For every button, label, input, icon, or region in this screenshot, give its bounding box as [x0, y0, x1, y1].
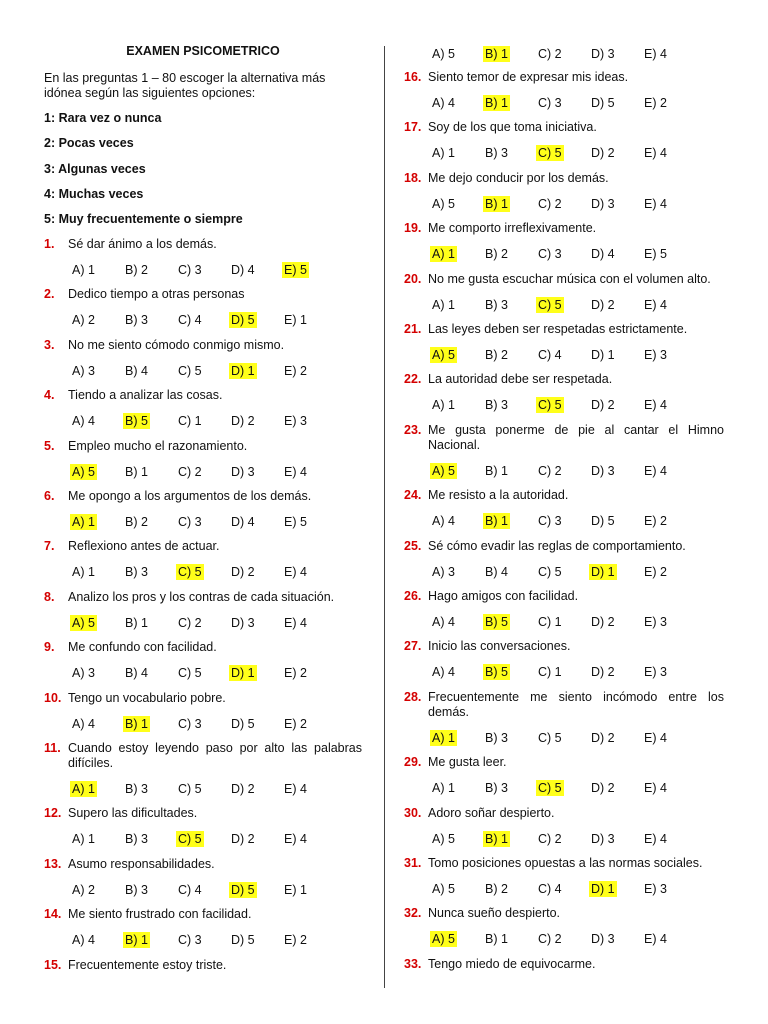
answer-option-d[interactable]: D) 5 [591, 514, 615, 529]
answer-option-c[interactable]: C) 5 [538, 730, 562, 745]
question-text: Empleo mucho el razonamiento. [68, 438, 248, 453]
answer-option-a[interactable]: A) 5 [432, 196, 455, 211]
answer-option-e[interactable]: E) 3 [284, 414, 307, 429]
question-item [404, 856, 724, 871]
answer-option-b-selected[interactable]: B) 1 [485, 196, 508, 211]
answer-option-b-selected[interactable]: B) 5 [485, 615, 508, 629]
answer-option-a-selected[interactable]: A) 1 [432, 247, 455, 262]
answer-option-c[interactable]: C) 3 [178, 716, 202, 731]
answer-option-c-selected[interactable]: C) 5 [538, 781, 562, 796]
answer-option-b-selected[interactable]: B) 1 [485, 96, 508, 110]
answer-option-c[interactable]: C) 2 [178, 615, 202, 630]
answer-option-a[interactable]: A) 4 [432, 514, 455, 529]
answer-option-c[interactable]: C) 1 [538, 665, 562, 680]
question-text: Me dejo conducir por los demás. [428, 170, 609, 185]
question-text: Frecuentemente estoy triste. [68, 957, 227, 972]
answer-option-c-selected[interactable]: C) 5 [538, 297, 562, 312]
answer-option-e[interactable]: E) 1 [284, 882, 307, 897]
question-item [404, 120, 724, 135]
answer-option-c[interactable]: C) 3 [538, 96, 562, 110]
question-text: Reflexiono antes de actuar. [68, 539, 220, 554]
question-number: 13. [44, 856, 62, 871]
question-item [44, 691, 362, 706]
question-text: La autoridad debe ser respetada. [428, 372, 613, 387]
question-item [44, 806, 362, 821]
answer-option-a[interactable]: A) 2 [72, 313, 95, 328]
question-number: 17. [404, 120, 422, 135]
answer-option-e[interactable]: E) 4 [644, 146, 667, 161]
question-number: 18. [404, 170, 422, 185]
answer-option-b-selected[interactable]: B) 5 [485, 665, 508, 680]
answer-option-d[interactable]: D) 5 [591, 96, 615, 110]
answer-option-a[interactable]: A) 4 [72, 716, 95, 731]
question-item [44, 590, 362, 605]
question-number: 21. [404, 322, 422, 336]
answer-option-b[interactable]: B) 2 [485, 882, 508, 896]
answer-option-e[interactable]: E) 2 [284, 933, 307, 948]
answer-option-e[interactable]: E) 2 [644, 564, 667, 579]
answer-option-d[interactable]: D) 3 [231, 615, 255, 630]
answer-option-d[interactable]: D) 3 [591, 196, 615, 211]
answer-option-e[interactable]: E) 3 [644, 615, 667, 629]
question-item [404, 221, 724, 236]
answer-option-c[interactable]: C) 3 [538, 247, 562, 262]
answer-option-b[interactable]: B) 4 [125, 666, 148, 681]
question-number: 32. [404, 906, 422, 921]
answer-option-c[interactable]: C) 2 [538, 463, 562, 478]
answer-option-c[interactable]: C) 3 [538, 514, 562, 529]
question-item [44, 237, 362, 252]
question-item [404, 488, 724, 503]
answer-option-a-selected[interactable]: A) 1 [72, 782, 95, 796]
answer-option-a[interactable]: A) 4 [72, 933, 95, 948]
question-item [404, 423, 724, 453]
answer-option-c-selected[interactable]: C) 5 [178, 832, 202, 847]
question-number: 27. [404, 639, 422, 654]
answer-option-e[interactable]: E) 4 [284, 782, 307, 796]
answer-option-c[interactable]: C) 5 [178, 782, 202, 796]
question-number: 23. [404, 422, 422, 437]
question-text: No me siento cómodo conmigo mismo. [68, 337, 285, 352]
question-item [404, 70, 724, 85]
answer-option-a-selected[interactable]: A) 5 [432, 463, 455, 478]
question-item [44, 958, 362, 973]
question-text: Tiendo a analizar las cosas. [68, 388, 223, 403]
question-item [404, 690, 724, 720]
question-item [404, 639, 724, 654]
answer-option-b[interactable]: B) 2 [125, 515, 148, 529]
answer-option-c[interactable]: C) 3 [178, 263, 202, 277]
column-divider [384, 46, 385, 988]
question-item [44, 338, 362, 353]
answer-option-c[interactable]: C) 2 [538, 831, 562, 846]
answer-option-e[interactable]: E) 3 [644, 665, 667, 680]
answer-option-d[interactable]: D) 3 [591, 47, 615, 61]
question-number: 22. [404, 372, 422, 387]
answer-option-d[interactable]: D) 2 [231, 782, 255, 796]
answer-option-d[interactable]: D) 3 [591, 831, 615, 846]
answer-option-b-selected[interactable]: B) 1 [125, 933, 148, 948]
question-number: 5. [44, 438, 55, 453]
question-text: Me confundo con facilidad. [68, 640, 217, 655]
question-number: 31. [404, 856, 422, 870]
answer-option-a[interactable]: A) 4 [432, 615, 455, 629]
answer-option-c[interactable]: C) 2 [538, 932, 562, 947]
answer-option-a[interactable]: A) 5 [432, 882, 455, 896]
answer-option-c[interactable]: C) 4 [538, 348, 562, 362]
question-number: 29. [404, 755, 422, 770]
answer-option-c[interactable]: C) 4 [178, 882, 202, 897]
question-text: Frecuentemente me siento incómodo entre los demás. [428, 689, 724, 719]
question-text: Supero las dificultades. [68, 806, 198, 821]
question-text: Me resisto a la autoridad. [428, 488, 569, 503]
answer-option-d[interactable]: D) 3 [591, 932, 615, 947]
question-number: 19. [404, 221, 422, 236]
answer-option-e[interactable]: E) 4 [644, 47, 667, 61]
answer-option-d[interactable]: D) 2 [591, 146, 615, 161]
question-number: 25. [404, 538, 422, 553]
instructions-text: En las preguntas 1 – 80 escoger la alternativa más idónea según las siguientes opciones: [44, 71, 326, 100]
scale-option-4: 4: Muchas veces [44, 187, 144, 201]
answer-option-a-selected[interactable]: A) 1 [72, 515, 95, 529]
answer-option-e[interactable]: E) 2 [284, 666, 307, 681]
question-item [44, 741, 362, 771]
question-item [44, 489, 362, 504]
question-number: 3. [44, 337, 55, 352]
question-text: Me gusta leer. [428, 755, 507, 770]
question-text: Asumo responsabilidades. [68, 856, 215, 871]
answer-option-d-selected[interactable]: D) 5 [231, 882, 255, 897]
question-number: 16. [404, 70, 422, 84]
answer-option-e[interactable]: E) 4 [284, 464, 307, 479]
question-item [404, 322, 724, 337]
answer-option-a[interactable]: A) 5 [432, 831, 455, 846]
answer-option-a[interactable]: A) 1 [72, 832, 95, 847]
answer-option-b[interactable]: B) 3 [485, 297, 508, 312]
question-item [404, 589, 724, 604]
answer-option-e[interactable]: E) 4 [644, 781, 667, 796]
question-text: Cuando estoy leyendo paso por alto las palabras difíciles. [68, 741, 362, 770]
answer-option-b[interactable]: B) 3 [485, 398, 508, 413]
answer-option-c[interactable]: C) 1 [538, 615, 562, 629]
answer-option-b[interactable]: B) 3 [125, 782, 148, 796]
question-text: Nunca sueño despierto. [428, 906, 561, 921]
answer-option-b-selected[interactable]: B) 1 [485, 831, 508, 846]
question-text: Analizo los pros y los contras de cada situación. [68, 589, 335, 604]
question-text: Tengo un vocabulario pobre. [68, 690, 226, 705]
question-text: Me siento frustrado con facilidad. [68, 907, 252, 922]
answer-option-e[interactable]: E) 5 [644, 247, 667, 262]
question-item [404, 272, 724, 287]
question-number: 12. [44, 806, 62, 821]
answer-option-b-selected[interactable]: B) 1 [125, 716, 148, 731]
answer-option-e[interactable]: E) 3 [644, 882, 667, 896]
question-text: Tomo posiciones opuestas a las normas sociales. [428, 856, 703, 870]
answer-option-c-selected[interactable]: C) 5 [178, 565, 202, 580]
question-text: Me comporto irreflexivamente. [428, 221, 597, 236]
question-number: 11. [44, 741, 61, 755]
answer-option-c[interactable]: C) 4 [538, 882, 562, 896]
answer-option-b[interactable]: B) 1 [125, 464, 148, 479]
answer-option-d-selected[interactable]: D) 1 [231, 666, 255, 681]
question-number: 6. [44, 489, 55, 503]
answer-option-a[interactable]: A) 4 [72, 414, 95, 429]
exam-title: EXAMEN PSICOMETRICO [126, 44, 280, 58]
answer-option-e[interactable]: E) 2 [284, 716, 307, 731]
question-item [404, 906, 724, 921]
question-item [44, 388, 362, 403]
question-item [44, 539, 362, 554]
scale-option-3: 3: Algunas veces [44, 162, 146, 176]
answer-option-c[interactable]: C) 5 [178, 666, 202, 681]
question-item [404, 957, 724, 972]
answer-option-a[interactable]: A) 1 [72, 565, 95, 580]
answer-option-c[interactable]: C) 4 [178, 313, 202, 328]
answer-option-d[interactable]: D) 1 [591, 348, 615, 362]
answer-option-e[interactable]: E) 4 [644, 463, 667, 478]
answer-option-a-selected[interactable]: A) 5 [72, 464, 95, 479]
question-number: 20. [404, 271, 422, 286]
answer-option-d[interactable]: D) 3 [591, 463, 615, 478]
answer-option-d[interactable]: D) 2 [591, 297, 615, 312]
question-item [44, 640, 362, 655]
answer-option-b-selected[interactable]: B) 5 [125, 414, 148, 429]
answer-option-e[interactable]: E) 4 [644, 398, 667, 413]
answer-option-a[interactable]: A) 1 [432, 297, 455, 312]
answer-option-a[interactable]: A) 4 [432, 665, 455, 680]
answer-option-a[interactable]: A) 3 [72, 666, 95, 681]
answer-option-b[interactable]: B) 2 [485, 247, 508, 262]
answer-option-b[interactable]: B) 3 [485, 781, 508, 796]
question-text: Hago amigos con facilidad. [428, 589, 579, 603]
question-number: 14. [44, 907, 62, 922]
answer-option-a[interactable]: A) 3 [432, 564, 455, 579]
question-item [44, 857, 362, 872]
answer-option-a[interactable]: A) 1 [72, 263, 95, 277]
question-item [44, 439, 362, 454]
answer-option-c[interactable]: C) 2 [538, 196, 562, 211]
answer-option-d-selected[interactable]: D) 5 [231, 313, 255, 328]
answer-option-e[interactable]: E) 4 [284, 832, 307, 847]
answer-option-b[interactable]: B) 3 [125, 832, 148, 847]
question-text: Soy de los que toma iniciativa. [428, 120, 597, 135]
answer-option-c[interactable]: C) 5 [178, 363, 202, 378]
question-number: 9. [44, 640, 55, 655]
answer-option-e-selected[interactable]: E) 5 [284, 263, 307, 277]
answer-option-e[interactable]: E) 2 [644, 96, 667, 110]
answer-option-e[interactable]: E) 4 [644, 730, 667, 745]
question-number: 26. [404, 589, 422, 603]
answer-option-d[interactable]: D) 3 [231, 464, 255, 479]
answer-option-d[interactable]: D) 2 [591, 781, 615, 796]
question-text: Sé dar ánimo a los demás. [68, 237, 217, 251]
answer-option-e[interactable]: E) 4 [644, 297, 667, 312]
question-text: Me opongo a los argumentos de los demás. [68, 489, 312, 503]
question-number: 28. [404, 689, 422, 704]
question-text: Me gusta ponerme de pie al cantar el Himno Nacional. [428, 422, 724, 452]
question-item [404, 806, 724, 821]
answer-option-b[interactable]: B) 2 [125, 263, 148, 277]
answer-option-a-selected[interactable]: A) 5 [432, 932, 455, 947]
answer-option-b[interactable]: B) 3 [125, 882, 148, 897]
answer-option-a[interactable]: A) 1 [432, 398, 455, 413]
answer-option-e[interactable]: E) 4 [644, 831, 667, 846]
question-item [44, 287, 362, 302]
answer-option-c[interactable]: C) 3 [178, 515, 202, 529]
answer-option-c[interactable]: C) 2 [538, 47, 562, 61]
question-text: No me gusta escuchar música con el volumen alto. [428, 271, 711, 286]
answer-option-c-selected[interactable]: C) 5 [538, 146, 562, 161]
scale-option-1: 1: Rara vez o nunca [44, 111, 162, 125]
answer-option-e[interactable]: E) 3 [644, 348, 667, 362]
answer-option-e[interactable]: E) 2 [644, 514, 667, 529]
question-text: Las leyes deben ser respetadas estrictamente. [428, 322, 688, 336]
answer-option-d[interactable]: D) 2 [231, 414, 255, 429]
question-text: Adoro soñar despierto. [428, 805, 555, 820]
question-number: 33. [404, 956, 422, 971]
question-number: 15. [44, 957, 62, 972]
answer-option-c[interactable]: C) 5 [538, 564, 562, 579]
answer-option-d[interactable]: D) 2 [591, 730, 615, 745]
answer-option-e[interactable]: E) 4 [644, 196, 667, 211]
answer-option-a-selected[interactable]: A) 1 [432, 730, 455, 745]
answer-option-c[interactable]: C) 3 [178, 933, 202, 948]
answer-option-d[interactable]: D) 2 [591, 665, 615, 680]
answer-option-d[interactable]: D) 5 [231, 716, 255, 731]
answer-option-b[interactable]: B) 4 [125, 363, 148, 378]
question-item [404, 539, 724, 554]
answer-option-d[interactable]: D) 2 [231, 832, 255, 847]
answer-option-d[interactable]: D) 4 [231, 263, 255, 277]
answer-option-c-selected[interactable]: C) 5 [538, 398, 562, 413]
answer-option-d-selected[interactable]: D) 1 [231, 363, 255, 378]
answer-option-d-selected[interactable]: D) 1 [591, 564, 615, 579]
question-number: 7. [44, 539, 55, 554]
answer-option-a-selected[interactable]: A) 5 [72, 615, 95, 630]
answer-option-d[interactable]: D) 2 [231, 565, 255, 580]
answer-option-b[interactable]: B) 3 [485, 730, 508, 745]
question-number: 2. [44, 287, 55, 302]
question-number: 1. [44, 237, 55, 251]
answer-option-b[interactable]: B) 1 [485, 932, 508, 947]
question-item [404, 372, 724, 387]
scale-option-2: 2: Pocas veces [44, 136, 134, 150]
scale-option-5: 5: Muy frecuentemente o siempre [44, 212, 243, 226]
answer-option-d[interactable]: D) 5 [231, 933, 255, 948]
answer-option-b[interactable]: B) 3 [485, 146, 508, 161]
answer-option-b[interactable]: B) 1 [125, 615, 148, 630]
answer-option-e[interactable]: E) 4 [284, 565, 307, 580]
answer-option-a-selected[interactable]: A) 5 [432, 348, 455, 362]
answer-option-e[interactable]: E) 2 [284, 363, 307, 378]
answer-option-a[interactable]: A) 3 [72, 363, 95, 378]
answer-option-a[interactable]: A) 1 [432, 781, 455, 796]
question-number: 24. [404, 488, 422, 503]
question-item [404, 171, 724, 186]
question-text: Siento temor de expresar mis ideas. [428, 70, 629, 84]
answer-option-d[interactable]: D) 2 [591, 398, 615, 413]
answer-option-a[interactable]: A) 1 [432, 146, 455, 161]
answer-option-e[interactable]: E) 1 [284, 313, 307, 328]
answer-option-b[interactable]: B) 1 [485, 463, 508, 478]
answer-option-e[interactable]: E) 5 [284, 515, 307, 529]
answer-option-b[interactable]: B) 3 [125, 313, 148, 328]
answer-option-e[interactable]: E) 4 [284, 615, 307, 630]
answer-option-a[interactable]: A) 2 [72, 882, 95, 897]
answer-option-d[interactable]: D) 4 [591, 247, 615, 262]
question-number: 10. [44, 690, 62, 705]
answer-option-a[interactable]: A) 4 [432, 96, 455, 110]
question-text: Tengo miedo de equivocarme. [428, 956, 596, 971]
answer-option-b[interactable]: B) 2 [485, 348, 508, 362]
question-item [404, 755, 724, 770]
answer-option-c[interactable]: C) 1 [178, 414, 202, 429]
answer-option-a[interactable]: A) 5 [432, 47, 455, 61]
answer-option-d[interactable]: D) 4 [231, 515, 255, 529]
answer-option-e[interactable]: E) 4 [644, 932, 667, 947]
question-item [44, 907, 362, 922]
answer-option-b-selected[interactable]: B) 1 [485, 514, 508, 529]
question-number: 30. [404, 805, 422, 820]
question-number: 4. [44, 388, 55, 403]
answer-option-b[interactable]: B) 3 [125, 565, 148, 580]
question-text: Inicio las conversaciones. [428, 639, 571, 654]
answer-option-b[interactable]: B) 4 [485, 564, 508, 579]
question-text: Sé cómo evadir las reglas de comportamiento. [428, 538, 686, 553]
answer-option-c[interactable]: C) 2 [178, 464, 202, 479]
question-number: 8. [44, 589, 55, 604]
answer-option-d[interactable]: D) 2 [591, 615, 615, 629]
question-text: Dedico tiempo a otras personas [68, 287, 245, 302]
answer-option-d-selected[interactable]: D) 1 [591, 882, 615, 896]
answer-option-b-selected[interactable]: B) 1 [485, 47, 508, 61]
